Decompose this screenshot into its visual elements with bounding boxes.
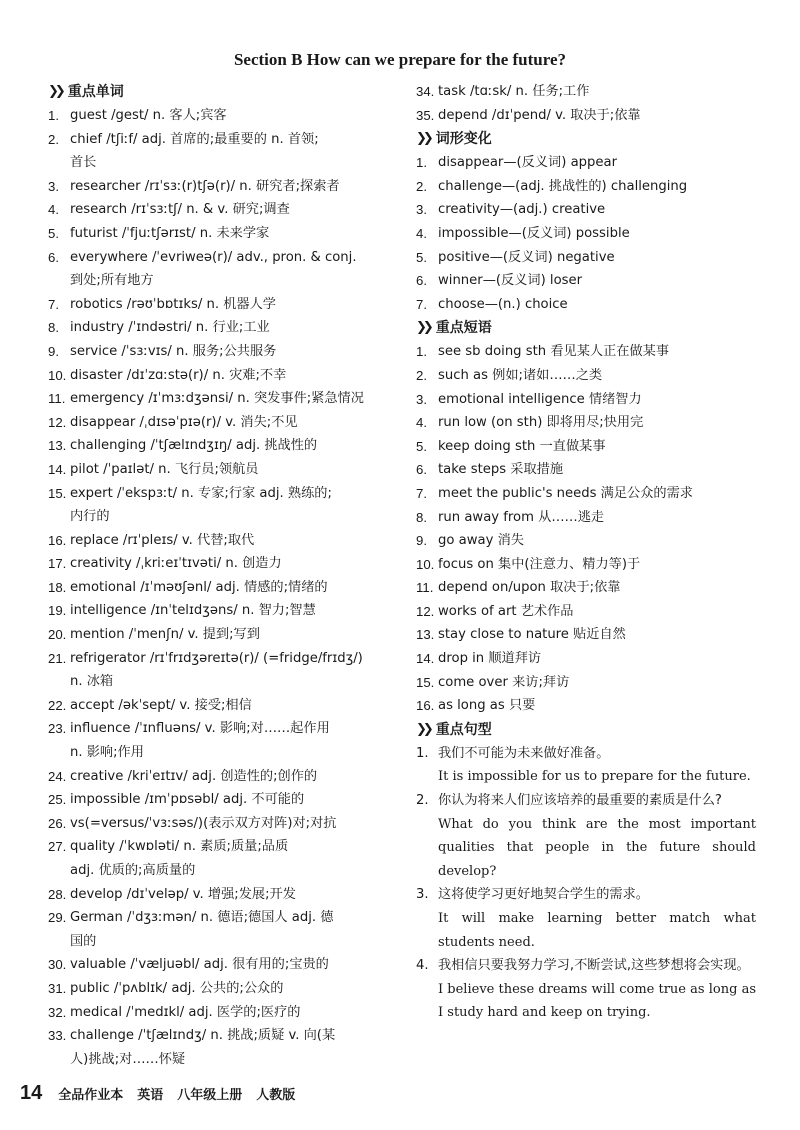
item-number: 1. [416,344,427,360]
word-form-entry [416,269,756,293]
sentence-body [438,742,756,789]
section-heading-phrases [416,316,756,340]
item-text: drop in 顺道拜访 [438,651,542,667]
item-number: 6. [48,249,59,265]
item-text: run away from 从……逃走 [438,509,605,525]
phrase-entry [416,506,756,530]
item-text: task /tɑːsk/ n. 任务;工作 [438,84,590,99]
vocab-entry [48,1024,400,1048]
item-text: researcher /rɪˈsɜː(r)tʃə(r)/ n. 研究者;探索者 [70,178,340,194]
item-text: 人)挑战;对……怀疑 [70,1051,186,1067]
item-text: disaster /dɪˈzɑːstə(r)/ n. 灾难;不幸 [70,367,287,383]
item-text: creativity—(adj.) creative [438,202,606,218]
item-number [48,1048,70,1072]
item-text: 国的 [70,933,97,949]
vocab-entry [48,293,400,317]
item-number: 9. [48,343,59,359]
sentence-english: What do you think are the most important qualities that people in the future should develop? [438,816,756,879]
section-heading-vocab [48,80,400,104]
item-number: 28. [48,886,67,902]
item-number: 7. [416,485,427,501]
item-text: creative /kriˈeɪtɪv/ adj. 创造性的;创作的 [70,768,318,784]
item-number [48,151,70,175]
item-number: 12. [416,603,435,619]
phrase-entry [416,364,756,388]
phrase-entry [416,482,756,506]
item-number: 5. [48,225,59,241]
item-number: 5. [416,249,427,265]
double-chevron-icon: ❯❯ [48,84,62,99]
item-text: creativity /ˌkriːeɪˈtɪvəti/ n. 创造力 [70,556,282,572]
sentence-body [438,883,756,954]
item-number: 1. [416,745,429,761]
item-text: emotional /ɪˈməʊʃənl/ adj. 情感的;情绪的 [70,579,328,595]
vocab-entry [48,859,400,883]
vocab-entry [48,788,400,812]
vocab-entry [48,104,400,128]
item-text: impossible /ɪmˈpɒsəbl/ adj. 不可能的 [70,792,305,808]
word-form-entry [416,175,756,199]
sentence-english: It is impossible for us to prepare for the future. [438,769,751,785]
item-number: 22. [48,697,67,713]
item-number: 4. [416,958,429,974]
item-text: 内行的 [70,509,110,525]
item-text: accept /əkˈsept/ v. 接受;相信 [70,697,252,713]
section-title: 重点单词 [67,84,124,100]
item-text: 到处;所有地方 [70,273,154,289]
item-number: 12. [48,414,67,430]
item-number: 6. [416,462,427,478]
phrase-entry [416,623,756,647]
item-text: depend on/upon 取决于;依靠 [438,580,621,596]
item-text: develop /dɪˈveləp/ v. 增强;发展;开发 [70,886,296,902]
sentence-entry [416,954,756,1025]
word-form-entry [416,246,756,270]
item-text: disappear /ˌdɪsəˈpɪə(r)/ v. 消失;不见 [70,414,298,430]
vocab-entry [48,835,400,859]
item-number: 32. [48,1004,67,1020]
item-number: 4. [416,415,427,431]
left-column [48,80,400,1071]
vocab-entry [48,906,400,930]
item-text: replace /rɪˈpleɪs/ v. 代替;取代 [70,532,255,548]
item-text: adj. 优质的;高质量的 [70,863,196,878]
item-text: 首长 [70,155,97,171]
item-number: 18. [48,579,67,595]
sentences-list [416,742,756,1025]
vocab-entry [48,883,400,907]
grade-name: 八年级上册 [177,1087,243,1103]
double-chevron-icon: ❯❯ [416,721,430,737]
phrase-entry [416,694,756,718]
item-text: medical /ˈmedɪkl/ adj. 医学的;医疗的 [70,1004,301,1020]
item-number: 16. [416,698,435,714]
item-text: futurist /ˈfjuːtʃərɪst/ n. 未来学家 [70,225,270,241]
item-text: German /ˈdʒɜːmən/ n. 德语;德国人 adj. 德 [70,910,334,926]
item-text: choose—(n.) choice [438,296,568,312]
phrase-entry [416,576,756,600]
page-footer [20,1078,309,1108]
vocab-entry [48,222,400,246]
item-number: 7. [416,296,427,312]
sentence-entry [416,789,756,883]
item-number: 6. [416,273,427,289]
item-number: 8. [48,320,59,336]
item-number: 11. [48,391,66,407]
item-number: 35. [416,107,435,123]
item-text: see sb doing sth 看见某人正在做某事 [438,344,670,360]
item-number: 14. [416,651,435,667]
item-number [48,670,70,694]
item-number: 2. [48,131,59,147]
item-text: research /rɪˈsɜːtʃ/ n. & v. 研究;调查 [70,202,290,218]
item-text: mention /ˈmenʃn/ v. 提到;写到 [70,627,260,643]
sentence-entry [416,883,756,954]
vocab-list [48,104,400,1071]
item-text: expert /ˈekspɜːt/ n. 专家;行家 adj. 熟练的; [70,485,332,501]
vocab-entry [48,977,400,1001]
sentence-body [438,954,756,1025]
item-text: focus on 集中(注意力、精力等)于 [438,556,641,572]
vocab-entry [48,1001,400,1025]
item-number: 13. [416,627,435,643]
item-number: 19. [48,603,67,619]
item-number: 27. [48,839,67,855]
vocab-entry [48,930,400,954]
vocab-entry [48,670,400,694]
vocab-entry [48,717,400,741]
vocab-entry [48,246,400,270]
item-text: pilot /ˈpaɪlət/ n. 飞行员;领航员 [70,461,259,477]
vocab-entry [48,576,400,600]
item-number: 5. [416,438,427,454]
vocab-entry [48,458,400,482]
phrase-entry [416,411,756,435]
item-number: 31. [48,980,67,996]
item-text: n. 冰箱 [70,674,114,690]
item-text: refrigerator /rɪˈfrɪdʒəreɪtə(r)/ (=fridge/frɪdʒ/) [70,650,363,666]
item-number: 25. [48,792,67,808]
item-number: 8. [416,509,427,525]
item-number: 7. [48,296,59,312]
item-number [48,859,70,883]
double-chevron-icon: ❯❯ [416,320,430,336]
item-number: 26. [48,815,67,831]
item-text: meet the public's needs 满足公众的需求 [438,485,693,501]
vocab-entry [48,505,400,529]
item-text: impossible—(反义词) possible [438,225,630,241]
page-number: 14 [20,1081,43,1104]
sentence-chinese: 我相信只要我努力学习,不断尝试,这些梦想将会实现。 [438,958,750,974]
item-number: 3. [416,202,427,218]
item-number: 10. [48,367,67,383]
item-number: 3. [48,178,59,194]
sentence-english: I believe these dreams will come true as long as I study hard and keep on trying. [438,981,756,1021]
item-number: 1. [48,108,59,123]
edition-name: 人教版 [256,1087,296,1103]
item-number: 16. [48,532,67,548]
phrase-entry [416,600,756,624]
word-forms-list [416,151,756,316]
item-text: n. 影响;作用 [70,745,144,761]
sentence-chinese: 这将使学习更好地契合学生的需求。 [438,887,649,903]
section-heading-sentences [416,718,756,742]
item-number: 23. [48,721,67,737]
item-text: emergency /ɪˈmɜːdʒənsi/ n. 突发事件;紧急情况 [70,391,364,407]
item-number: 11. [416,580,434,596]
item-number: 24. [48,768,67,784]
item-number: 9. [416,533,427,549]
vocab-entry [416,104,756,128]
vocab-entry [48,175,400,199]
phrase-entry [416,458,756,482]
section-heading-forms [416,127,756,151]
word-form-entry [416,222,756,246]
item-text: vs(=versus/ˈvɜːsəs/)(表示双方对阵)对;对抗 [70,815,337,831]
vocab-entry [416,80,756,104]
vocab-entry [48,741,400,765]
item-number: 20. [48,627,67,643]
vocab-entry [48,623,400,647]
item-number: 34. [416,84,435,99]
page-title: Section B How can we prepare for the future? [233,50,567,69]
sentence-chinese: 你认为将来人们应该培养的最重要的素质是什么? [438,793,722,809]
item-number: 2. [416,367,427,383]
item-number: 3. [416,887,429,903]
item-text: as long as 只要 [438,698,536,714]
section-title: 词形变化 [435,131,492,148]
item-number: 17. [48,556,67,572]
item-text: quality /ˈkwɒləti/ n. 素质;质量;品质 [70,839,289,855]
item-text: depend /dɪˈpend/ v. 取决于;依靠 [438,107,641,123]
vocab-entry [48,482,400,506]
item-number: 14. [48,461,67,477]
item-text: run low (on sth) 即将用尽;快用完 [438,415,644,431]
vocab-entry [48,765,400,789]
vocab-entry [48,953,400,977]
item-text: robotics /rəʊˈbɒtɪks/ n. 机器人学 [70,296,276,312]
item-number: 33. [48,1028,67,1044]
vocab-entry [48,128,400,152]
item-text: intelligence /ɪnˈtelɪdʒəns/ n. 智力;智慧 [70,603,316,619]
item-text: everywhere /ˈevriweə(r)/ adv., pron. & conj. [70,249,357,265]
item-number: 15. [416,674,435,690]
vocab-entry [48,316,400,340]
item-text: service /ˈsɜːvɪs/ n. 服务;公共服务 [70,343,277,359]
phrase-entry [416,388,756,412]
item-number: 3. [416,391,427,407]
vocab-entry [48,340,400,364]
phrase-entry [416,553,756,577]
vocab-entry [48,552,400,576]
item-text: guest /gest/ n. 客人;宾客 [70,108,227,123]
vocab-entry [48,387,400,411]
vocab-entry [48,1048,400,1072]
item-text: challenge /ˈtʃælɪndʒ/ n. 挑战;质疑 v. 向(某 [70,1028,336,1044]
sentence-english: It will make learning better match what students need. [438,911,756,950]
item-text: works of art 艺术作品 [438,603,574,619]
item-text: positive—(反义词) negative [438,249,615,265]
item-text: chief /tʃiːf/ adj. 首席的;最重要的 n. 首领; [70,131,319,147]
item-number: 2. [416,178,427,194]
item-text: challenge—(adj. 挑战性的) challenging [438,178,688,194]
phrase-entry [416,340,756,364]
vocab-entry [48,529,400,553]
item-text: challenging /ˈtʃælɪndʒɪŋ/ adj. 挑战性的 [70,438,318,454]
item-number: 4. [416,225,427,241]
subject-name: 英语 [137,1087,164,1103]
item-text: take steps 采取措施 [438,462,564,478]
sentence-body [438,789,756,883]
item-number [48,930,70,954]
item-text: keep doing sth 一直做某事 [438,438,606,454]
word-form-entry [416,198,756,222]
item-number: 21. [48,650,67,666]
vocab-entry [48,151,400,175]
phrase-entry [416,647,756,671]
item-number [48,741,70,765]
item-text: public /ˈpʌblɪk/ adj. 公共的;公众的 [70,980,284,996]
vocab-entry [48,411,400,435]
vocab-entry [48,599,400,623]
vocab-entry [48,364,400,388]
right-column [416,80,756,1025]
sentence-chinese: 我们不可能为未来做好准备。 [438,745,610,761]
phrase-entry [416,529,756,553]
vocab-entry [48,269,400,293]
sentence-entry [416,742,756,789]
item-number: 10. [416,556,435,572]
vocab-list-continued [416,80,756,127]
item-text: come over 来访;拜访 [438,674,570,690]
item-text: stay close to nature 贴近自然 [438,627,626,643]
word-form-entry [416,151,756,175]
phrase-entry [416,671,756,695]
book-name: 全品作业本 [58,1087,124,1103]
double-chevron-icon: ❯❯ [416,131,430,147]
vocab-entry [48,694,400,718]
section-title: 重点短语 [435,320,492,337]
item-number: 15. [48,485,67,501]
word-form-entry [416,293,756,317]
item-number: 13. [48,438,67,454]
item-number: 1. [416,155,427,171]
item-number: 2. [416,793,429,809]
item-text: influence /ˈɪnfluəns/ v. 影响;对……起作用 [70,721,330,737]
vocab-entry [48,647,400,671]
vocab-entry [48,198,400,222]
item-number: 29. [48,910,67,926]
item-text: go away 消失 [438,533,524,549]
item-text: disappear—(反义词) appear [438,155,618,171]
item-text: emotional intelligence 情绪智力 [438,391,642,407]
item-text: industry /ˈɪndəstri/ n. 行业;工业 [70,320,270,336]
phrases-list [416,340,756,718]
item-text: valuable /ˈvæljuəbl/ adj. 很有用的;宝贵的 [70,957,329,973]
phrase-entry [416,435,756,459]
vocab-entry [48,434,400,458]
item-number [48,269,70,293]
section-title: 重点句型 [435,721,492,738]
item-text: winner—(反义词) loser [438,273,583,289]
item-number [48,505,70,529]
vocab-entry [48,812,400,836]
item-text: such as 例如;诸如……之类 [438,367,603,383]
item-number: 30. [48,957,67,973]
item-number: 4. [48,202,59,218]
